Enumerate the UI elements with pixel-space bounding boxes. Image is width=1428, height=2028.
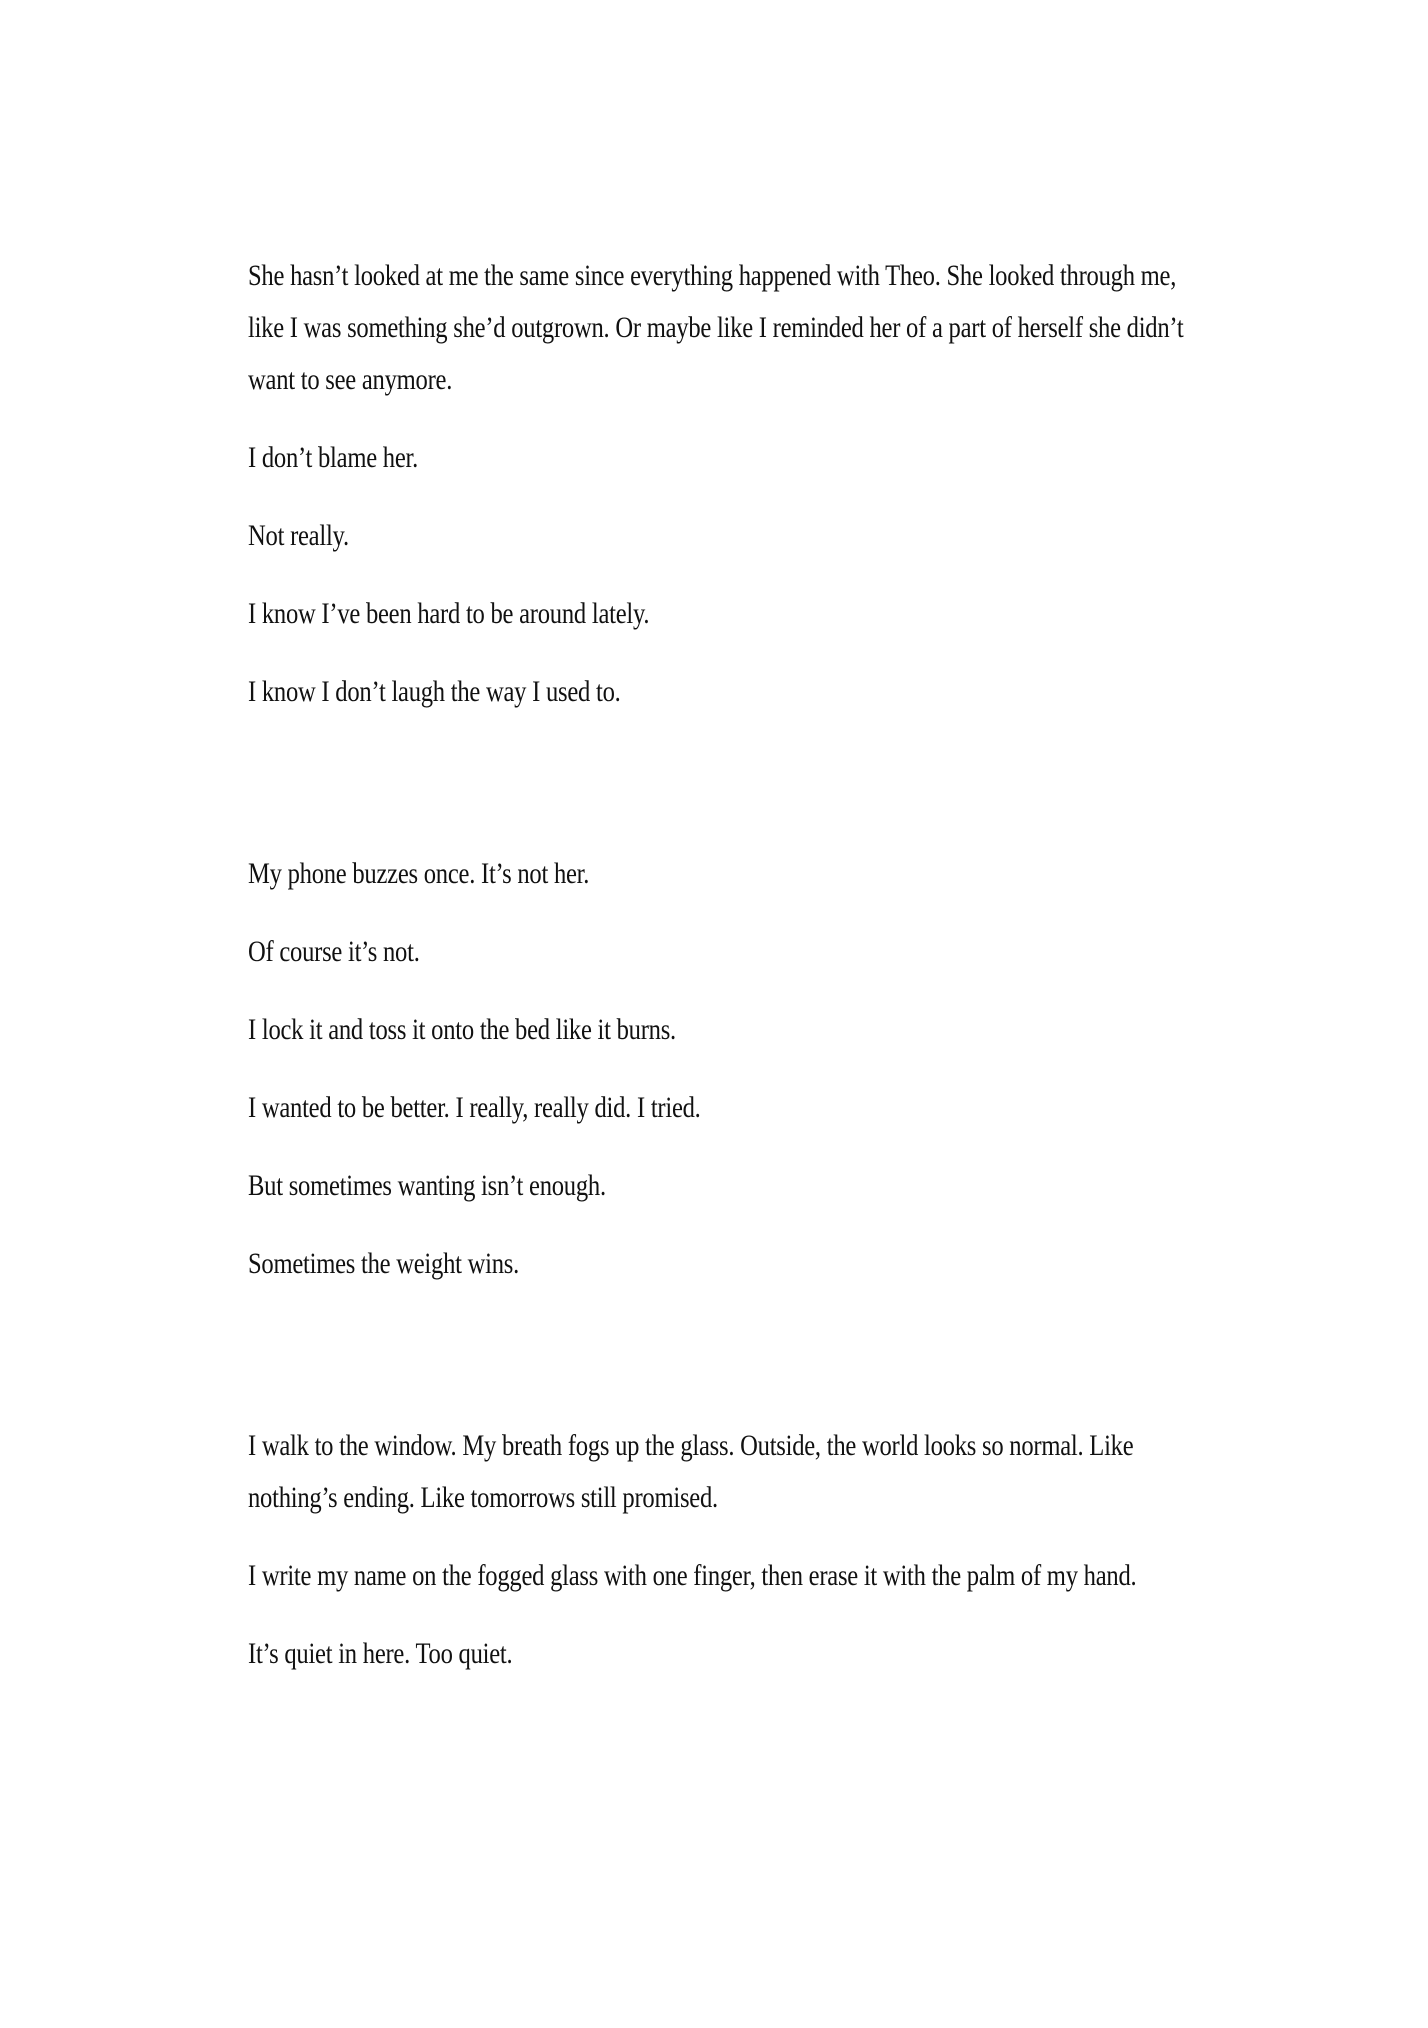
paragraph: Sometimes the weight wins. [248, 1247, 520, 1280]
paragraph: I know I don’t laugh the way I used to. [248, 675, 621, 708]
section-break [248, 1316, 1188, 1420]
paragraph: She hasn’t looked at me the same since everything happened with Theo. She looked through me, like I was something she’d outgrown. Or maybe like I reminded her of a part of herself she didn’t want to see anymore. [248, 259, 1184, 396]
document-body [248, 250, 1188, 1706]
paragraph: My phone buzzes once. It’s not her. [248, 857, 590, 890]
paragraph: Not really. [248, 519, 349, 552]
paragraph: But sometimes wanting isn’t enough. [248, 1169, 606, 1202]
paragraph: I don’t blame her. [248, 441, 419, 474]
paragraph: It’s quiet in here. Too quiet. [248, 1637, 513, 1670]
paragraph: I know I’ve been hard to be around lately. [248, 597, 650, 630]
paragraph: I walk to the window. My breath fogs up the glass. Outside, the world looks so normal. Like nothing’s ending. Like tomorrows still promised. [248, 1429, 1134, 1514]
paragraph: I wanted to be better. I really, really did. I tried. [248, 1091, 701, 1124]
paragraph: I write my name on the fogged glass with one finger, then erase it with the palm of my hand. [248, 1559, 1137, 1592]
paragraph: Of course it’s not. [248, 935, 420, 968]
section-break [248, 744, 1188, 848]
paragraph: I lock it and toss it onto the bed like it burns. [248, 1013, 676, 1046]
